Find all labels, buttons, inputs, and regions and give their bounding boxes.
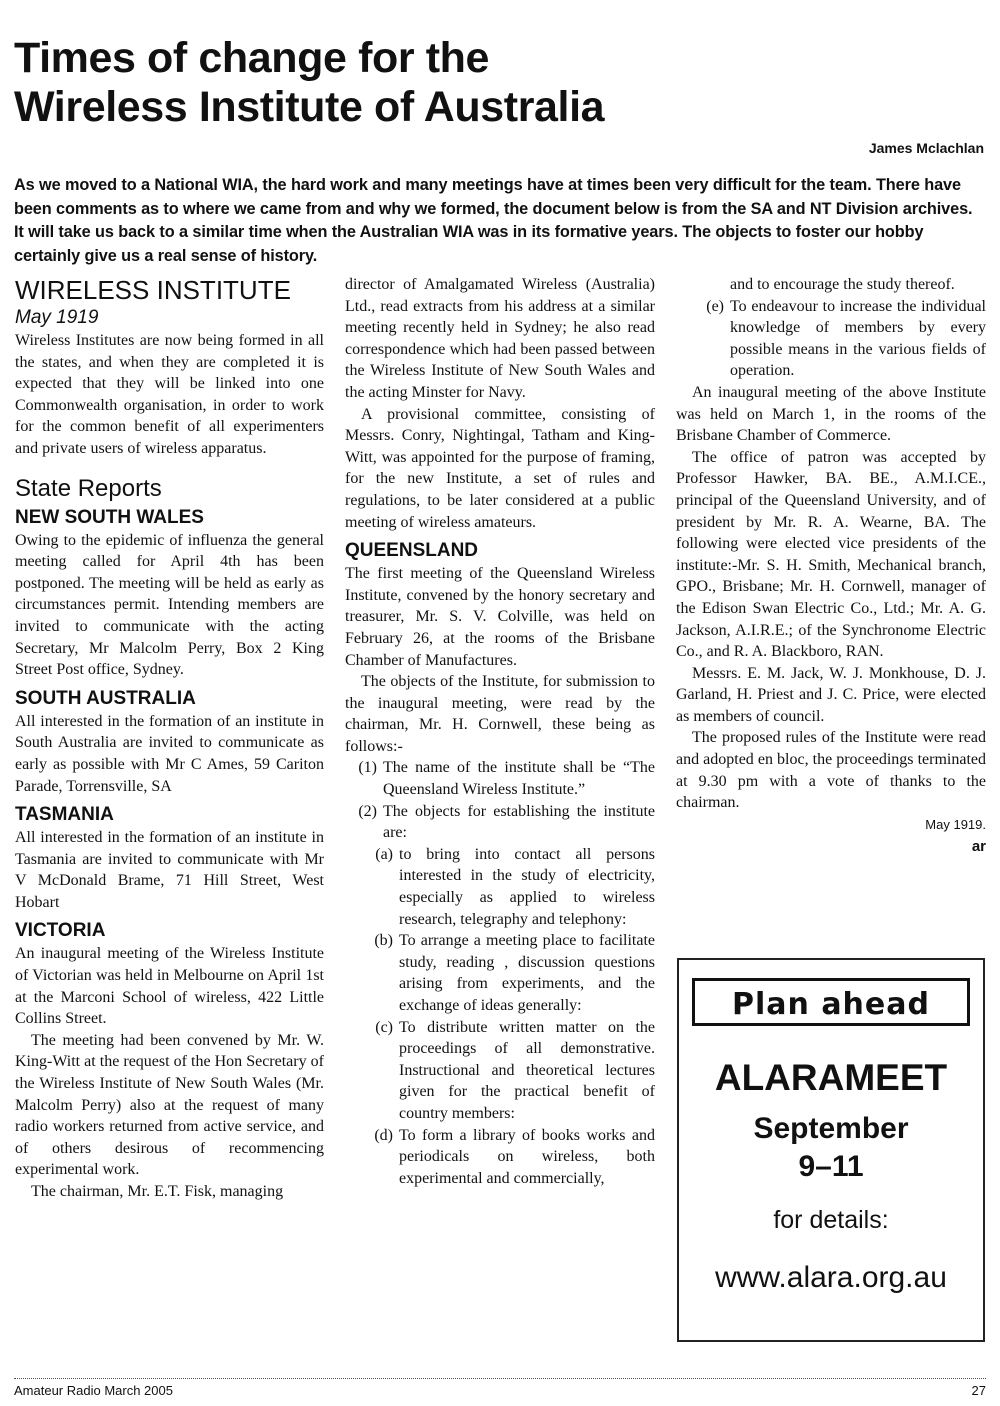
- list-item: [345, 930, 655, 1016]
- vic-heading: VICTORIA: [15, 920, 106, 942]
- column-2: [345, 274, 655, 1189]
- list-marker: (b): [374, 932, 393, 950]
- paragraph: The proposed rules of the Institute were read and adopted en bloc, the proceedings terminated at 9.30 pm with a vote of thanks to the chairman.: [676, 729, 986, 812]
- nsw-heading: NEW SOUTH WALES: [15, 506, 204, 528]
- section-date: May 1919: [15, 307, 99, 328]
- vic-paragraph: The meeting had been convened by Mr. W. King-Witt at the request of the Hon Secretary of the Wireless Institute of New South Wales (Mr. Malcolm Perry) also at the request of many radio workers returned from active service, and of others desirous of recommencing experimental work.: [15, 1031, 324, 1179]
- end-mark: ar: [971, 837, 986, 855]
- author-byline: James Mclachlan: [868, 140, 984, 156]
- list-text: to bring into contact all persons interested in the study of electricity, especially as applied to wireless research, telegraphy and telephony:: [399, 845, 655, 928]
- qld-heading: QUEENSLAND: [345, 540, 479, 562]
- list-marker: (c): [375, 1018, 393, 1036]
- title-line-2: Wireless Institute of Australia: [14, 83, 605, 131]
- list-item: [345, 844, 655, 930]
- paragraph: Wireless Institutes are now being formed in all the states, and when they are completed it is expected that they will be linked into one Commonwealth organisation, in order to work for the common benefit of all experimenters and private users of wireless apparatus.: [15, 332, 324, 457]
- footer-divider: [14, 1378, 986, 1379]
- list-marker: (e): [706, 297, 724, 315]
- ad-days: 9–11: [798, 1150, 864, 1183]
- list-item: [676, 296, 986, 382]
- title-line-1: Times of change for the: [14, 34, 490, 82]
- signoff-date: May 1919.: [925, 816, 986, 832]
- list-marker: (1): [358, 759, 377, 777]
- list-text: The objects for establishing the institute are:: [383, 802, 655, 842]
- nsw-paragraph: Owing to the epidemic of influenza the general meeting called for April 4th has been postponed. The meeting will be held as early as circumstances permit. Intending members are invited to communicate with the acting Secretary, Mr Malcolm Perry, Box 2 King Street Post office, Sydney.: [15, 531, 324, 679]
- list-item: [345, 801, 655, 844]
- column-3: [676, 274, 986, 855]
- ad-month: September: [753, 1112, 909, 1145]
- ad-url: www.alara.org.au: [715, 1261, 947, 1294]
- alarameet-advert: [677, 958, 985, 1342]
- ad-event-name: ALARAMEET: [714, 1057, 948, 1098]
- list-item: [345, 1125, 655, 1190]
- intro-paragraph: As we moved to a National WIA, the hard work and many meetings have at times been very difficult for the team. There have been comments as to where we came from and why we formed, the document below is from the SA and NT Division archives. It will take us back to a similar time when the Australian WIA was in its formative years. The objects to foster our hobby certainly give us a real sense of history.: [14, 176, 973, 265]
- qld-paragraph: The first meeting of the Queensland Wireless Institute, convened by the honory secretary and treasurer, Mr. S. V. Colville, was held on February 26, at the rooms of the Brisbane Chamber of Manufactures.: [345, 565, 655, 669]
- ad-headline: Plan ahead: [692, 978, 970, 1026]
- list-item: [345, 757, 655, 800]
- list-text: The name of the institute shall be “The Queensland Wireless Institute.”: [383, 759, 655, 799]
- page-number: 27: [971, 1383, 986, 1398]
- vic-paragraph: An inaugural meeting of the Wireless Institute of Victorian was held in Melbourne on April 1st at the Marconi School of wireless, 422 Little Collins Street.: [15, 945, 324, 1028]
- footer-publication: Amateur Radio March 2005: [14, 1383, 173, 1398]
- paragraph: A provisional committee, consisting of Messrs. Conry, Nightingal, Tatham and King-Witt, was appointed for the purpose of framing, for the new Institute, a set of rules and regulations, to be later considered at a public meeting of wireless amateurs.: [345, 405, 655, 531]
- list-text: To distribute written matter on the proceedings of all demonstrative. Instructional and theoretical lectures given for the practical benefit of country members:: [399, 1018, 655, 1122]
- list-continuation: and to encourage the study thereof.: [730, 276, 955, 293]
- sa-heading: SOUTH AUSTRALIA: [15, 687, 196, 709]
- state-reports-heading: State Reports: [15, 474, 162, 502]
- paragraph: The office of patron was accepted by Professor Hawker, BA. BE., A.M.I.CE., principal of the Queensland University, and of president by Mr. R. A. Wearne, BA. The following were elected vice presidents of the institute:-Mr. S. H. Smith, Mechanical branch, GPO., Brisbane; Mr. H. Cornwell, manager of the Edison Swan Electric Co., Ltd.; Mr. A. G. Jackson, A.I.R.E.; of the Synchronome Electric Co., and R. A. Blackboro, RAN.: [676, 448, 986, 661]
- vic-paragraph: The chairman, Mr. E.T. Fisk, managing: [31, 1183, 284, 1200]
- section-heading: WIRELESS INSTITUTE: [15, 275, 291, 305]
- list-item: [345, 1017, 655, 1125]
- list-text: To form a library of books works and periodicals on wireless, both experimental and commercially,: [399, 1126, 655, 1187]
- list-marker: (d): [374, 1126, 393, 1144]
- paragraph: An inaugural meeting of the above Institute was held on March 1, in the rooms of the Brisbane Chamber of Commerce.: [676, 383, 986, 445]
- list-text: To endeavour to increase the individual knowledge of members by every possible means in the various fields of operation.: [730, 297, 986, 380]
- tas-heading: TASMANIA: [15, 804, 114, 826]
- paragraph: Messrs. E. M. Jack, W. J. Monkhouse, D. J. Garland, H. Priest and J. C. Price, were elected as members of council.: [676, 664, 986, 725]
- qld-paragraph: The objects of the Institute, for submission to the inaugural meeting, were read by the chairman, Mr. H. Cornwell, these being as follows:-: [345, 673, 655, 755]
- list-marker: (2): [358, 802, 377, 820]
- article-title: [14, 34, 974, 132]
- list-marker: (a): [375, 845, 393, 863]
- ad-details-label: for details:: [773, 1206, 889, 1234]
- list-text: To arrange a meeting place to facilitate study, reading , discussion questions arising from experiments, and the exchange of ideas generally:: [399, 932, 655, 1014]
- paragraph: director of Amalgamated Wireless (Australia) Ltd., read extracts from his address at a similar meeting recently held in Sydney; he also read correspondence which had been passed between the Wireless Institute of New South Wales and the acting Minster for Navy.: [345, 276, 655, 401]
- tas-paragraph: All interested in the formation of an institute in Tasmania are invited to communicate with Mr V McDonald Brame, 71 Hill Street, West Hobart: [15, 829, 324, 911]
- sa-paragraph: All interested in the formation of an institute in South Australia are invited to communicate as early as possible with Mr C Ames, 59 Cariton Parade, Torrensville, SA: [15, 712, 324, 795]
- column-1: [15, 274, 324, 1203]
